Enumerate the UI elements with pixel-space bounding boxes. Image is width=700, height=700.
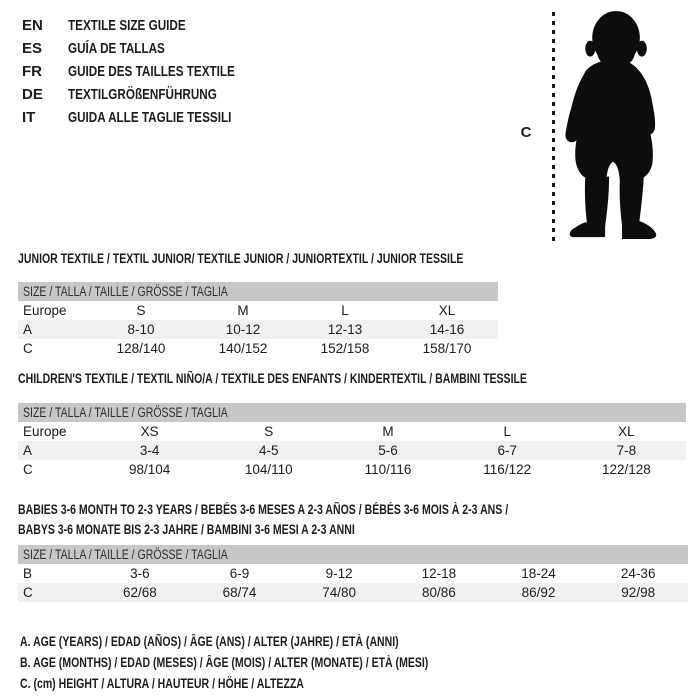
cell: 18-24 [521,566,556,581]
lang-label: GUIDA ALLE TAGLIE TESSILI [68,109,232,126]
cell: 14-16 [429,322,465,337]
cell: 74/80 [322,585,357,600]
table-row [18,583,688,602]
cell: XL [618,424,635,439]
lang-row-it [22,106,282,129]
table-title: BABIES 3-6 MONTH TO 2-3 YEARS / BEBÉS 3-6 MESES A 2-3 AÑOS / BÉBÉS 3-6 MOIS À 2-3 ANS / [18,502,509,517]
lang-row-fr [22,60,282,83]
cell: 104/110 [244,462,293,477]
size-header-bar: SIZE / TALLA / TAILLE / GRÖSSE / TAGLIA [18,282,498,301]
cell: 62/68 [122,585,157,600]
height-dashed-line [552,12,555,244]
lang-code: IT [22,109,36,126]
cell: L [503,424,511,439]
toddler-silhouette-icon [556,8,686,246]
cell: 12-18 [421,566,457,581]
table-title: JUNIOR TEXTILE / TEXTIL JUNIOR/ TEXTILE JUNIOR / JUNIORTEXTIL / JUNIOR TESSILE [18,251,464,266]
cell: 152/158 [320,341,370,356]
lang-code: ES [22,40,43,57]
table-row [18,564,688,583]
row-label: Europe [23,424,67,439]
lang-label: TEXTILGRÖßENFÜHRUNG [68,86,217,103]
table-row [18,441,686,460]
lang-label: TEXTILE SIZE GUIDE [68,17,186,34]
cell: 122/128 [602,462,651,477]
cell: S [264,424,274,439]
babies-textile-table [18,500,688,602]
lang-code: EN [22,17,43,34]
lang-code: DE [22,86,43,103]
cell: 10-12 [225,322,261,337]
table-row [18,460,686,479]
cell: 158/170 [422,341,472,356]
cell: 68/74 [222,585,257,600]
cell: L [341,303,349,318]
row-label: C [23,341,33,356]
cell: M [382,424,394,439]
cell: 9-12 [325,566,353,581]
measure-legend [20,631,543,694]
legend-line-a: A. AGE (YEARS) / EDAD (AÑOS) / ÂGE (ANS) / ALTER (JAHRE) / ETÀ (ANNI) [20,634,399,649]
cell: 92/98 [621,585,656,600]
cell: 6-7 [497,443,517,458]
cell: 3-6 [130,566,150,581]
table-row [18,339,498,358]
table-row [18,422,686,441]
table-row [18,320,498,339]
cell: 98/104 [128,462,171,477]
cell: XS [140,424,159,439]
lang-label: GUIDE DES TAILLES TEXTILE [68,63,235,80]
cell: 86/92 [521,585,556,600]
lang-row-en [22,14,282,37]
lang-label: GUÍA DE TALLAS [68,40,165,57]
cell: 8-10 [127,322,155,337]
row-label: B [23,566,33,581]
children-textile-table [18,372,686,479]
cell: 140/152 [218,341,268,356]
table-title: CHILDREN'S TEXTILE / TEXTIL NIÑO/A / TEXTILE DES ENFANTS / KINDERTEXTIL / BAMBINI TESSILE [18,371,527,386]
table-row [18,301,498,320]
size-header-bar: SIZE / TALLA / TAILLE / GRÖSSE / TAGLIA [18,403,686,422]
cell: 116/122 [483,462,532,477]
cell: 110/116 [364,462,412,477]
cell: XL [438,303,456,318]
lang-row-de [22,83,282,106]
cell: 12-13 [327,322,363,337]
junior-textile-table [18,252,498,358]
cell: 7-8 [616,443,637,458]
row-label: Europe [23,303,67,318]
cell: 5-6 [378,443,398,458]
cell: 3-4 [139,443,160,458]
cell: 24-36 [620,566,656,581]
row-label: C [23,462,33,477]
legend-line-c: C. (cm) HEIGHT / ALTURA / HAUTEUR / HÖHE / ALTEZZA [20,676,304,691]
height-measure-label: C [520,124,532,141]
row-label: A [23,443,33,458]
lang-row-es [22,37,282,60]
lang-code: FR [22,63,42,80]
cell: 4-5 [259,443,279,458]
legend-line-b: B. AGE (MONTHS) / EDAD (MESES) / ÂGE (MOIS) / ALTER (MONATE) / ETÀ (MESI) [20,655,429,670]
cell: 6-9 [229,566,250,581]
table-title: BABYS 3-6 MONATE BIS 2-3 JAHRE / BAMBINI 3-6 MESI A 2-3 ANNI [18,522,355,537]
row-label: C [23,585,33,600]
cell: M [237,303,249,318]
language-header [22,14,282,129]
cell: 128/140 [116,341,166,356]
cell: 80/86 [421,585,456,600]
size-header-bar: SIZE / TALLA / TAILLE / GRÖSSE / TAGLIA [18,545,688,564]
row-label: A [23,322,33,337]
cell: S [136,303,146,318]
